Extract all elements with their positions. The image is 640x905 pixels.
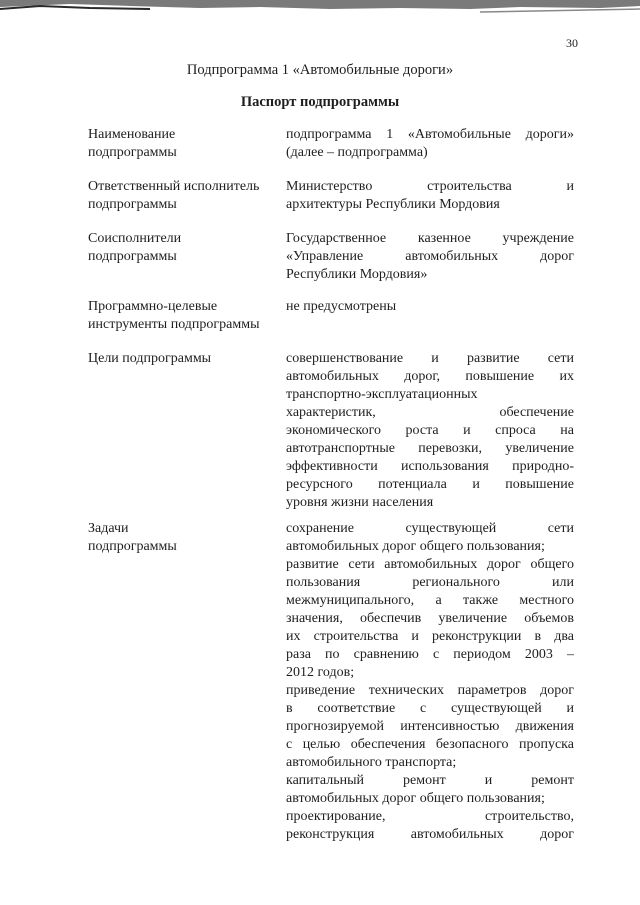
- row-value-line: (далее – подпрограмма): [286, 145, 428, 160]
- row-value: [286, 350, 574, 512]
- row-label-line: подпрограммы: [88, 145, 177, 160]
- row-value-line: автомобильных дорог общего пользования;: [286, 791, 545, 806]
- row-label-line: Цели подпрограммы: [88, 351, 212, 366]
- row-value-line: ресурсного потенциала и повышение: [286, 477, 574, 492]
- row-value-line: Министерство строительства и: [286, 179, 574, 194]
- row-value-line: характеристик, обеспечение: [286, 405, 574, 420]
- row-value-line: архитектуры Республики Мордовия: [286, 197, 500, 212]
- row-value: [286, 126, 574, 162]
- row-value-line: транспортно-эксплуатационных: [286, 387, 478, 402]
- subprogram-title: Подпрограмма 1 «Автомобильные дороги»: [186, 62, 454, 78]
- row-value-line: межмуниципального, а также местного: [286, 593, 574, 608]
- row-value-line: автомобильного транспорта;: [286, 755, 457, 770]
- row-value-line: Государственное казенное учреждение: [286, 231, 574, 246]
- row-value-line: приведение технических параметров дорог: [286, 683, 574, 698]
- row-value-line: экономического роста и спроса на: [286, 423, 574, 438]
- row-value: [286, 230, 574, 284]
- row-value-line: автомобильных дорог, повышение их: [286, 369, 574, 384]
- row-value-line: в соответствие с существующей и: [286, 701, 574, 716]
- passport-title: Паспорт подпрограммы: [240, 94, 400, 110]
- row-value-line: реконструкция автомобильных дорог: [286, 827, 574, 842]
- row-value-line: автомобильных дорог общего пользования;: [286, 539, 545, 554]
- row-label-line: инструменты подпрограммы: [88, 317, 260, 332]
- row-value-line: эффективности использования природно-: [286, 459, 574, 474]
- row-value-line: развитие сети автомобильных дорог общего: [286, 557, 574, 572]
- row-label-line: Задачи: [88, 521, 129, 536]
- row-value: [286, 298, 574, 316]
- row-label-line: подпрограммы: [88, 197, 177, 212]
- row-value: [286, 178, 574, 214]
- row-label-line: Программно-целевые: [88, 299, 218, 314]
- row-value-line: их строительства и реконструкции в два: [286, 629, 574, 644]
- row-label-line: подпрограммы: [88, 539, 177, 554]
- row-value-line: совершенствование и развитие сети: [286, 351, 574, 366]
- row-value-line: пользования регионального или: [286, 575, 574, 590]
- row-value-line: прогнозируемой интенсивностью движения: [286, 719, 574, 734]
- row-value-line: проектирование, строительство,: [286, 809, 574, 824]
- row-label-line: Соисполнители: [88, 231, 182, 246]
- row-value-line: Республики Мордовия»: [286, 267, 428, 282]
- row-label: [88, 178, 284, 214]
- row-label-line: Ответственный исполнитель: [88, 179, 260, 194]
- row-label: [88, 520, 284, 556]
- row-value-line: с целью обеспечения безопасного пропуска: [286, 737, 574, 752]
- row-value-line: значения, обеспечив увеличение объемов: [286, 611, 574, 626]
- row-label: [88, 230, 284, 266]
- row-value-line: раза по сравнению с периодом 2003 –: [286, 647, 574, 662]
- row-value-line: капитальный ремонт и ремонт: [286, 773, 574, 788]
- row-value-line: не предусмотрены: [286, 299, 397, 314]
- row-label-line: Наименование: [88, 127, 176, 142]
- scan-edge-artifact: [0, 0, 640, 14]
- row-label-line: подпрограммы: [88, 249, 177, 264]
- row-value-line: автотранспортные перевозки, увеличение: [286, 441, 574, 456]
- row-value: [286, 520, 574, 844]
- row-value-line: сохранение существующей сети: [286, 521, 574, 536]
- row-value-line: «Управление автомобильных дорог: [286, 249, 574, 264]
- row-value-line: подпрограмма 1 «Автомобильные дороги»: [286, 127, 574, 142]
- row-label: [88, 126, 284, 162]
- page-number: 30: [566, 36, 578, 50]
- row-value-line: уровня жизни населения: [286, 495, 434, 510]
- row-value-line: 2012 годов;: [286, 665, 355, 680]
- row-label: [88, 350, 284, 368]
- row-label: [88, 298, 284, 334]
